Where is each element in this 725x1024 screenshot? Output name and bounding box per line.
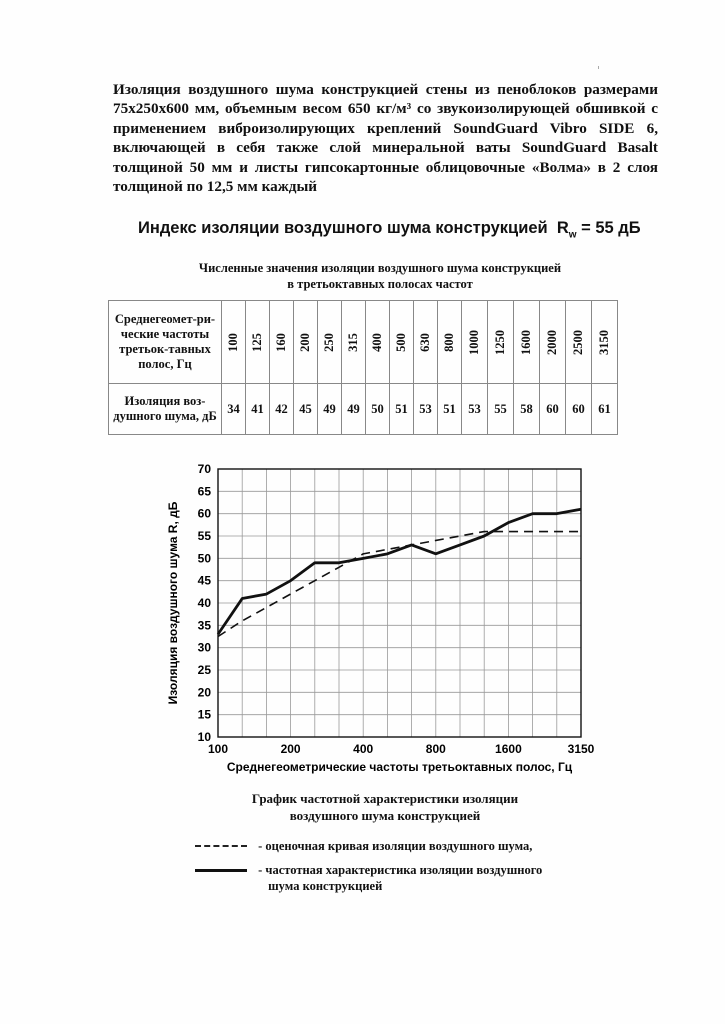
y-tick-label: 25	[197, 663, 211, 677]
y-tick-label: 30	[197, 640, 211, 655]
graph-caption-line2: воздушного шума конструкцией	[289, 808, 481, 823]
frequency-cell	[488, 301, 514, 384]
table-caption-line1: Численные значения изоляции воздушного шума конструкцией	[198, 261, 562, 275]
isolation-value: 51	[438, 384, 462, 435]
frequency-value: 1000	[467, 329, 481, 355]
frequency-header: Среднегеомет-ри-ческие частоты третьок-тавных полос, Гц	[109, 301, 222, 384]
frequency-value: 630	[418, 332, 432, 352]
isolation-value: 45	[294, 384, 318, 435]
isolation-value: 53	[414, 384, 438, 435]
frequency-cell	[294, 301, 318, 384]
estimated-curve-line	[218, 532, 581, 637]
isolation-table	[108, 300, 618, 435]
index-value: = 55 дБ	[581, 219, 641, 237]
table-caption-line2: в третьоктавных полосах частот	[287, 277, 473, 291]
y-tick-label: 60	[197, 506, 211, 521]
frequency-value: 800	[442, 332, 456, 352]
frequency-cell	[592, 301, 618, 384]
isolation-value: 61	[592, 384, 618, 435]
frequency-value: 3150	[597, 329, 611, 355]
isolation-chart	[160, 455, 600, 785]
y-tick-label: 45	[197, 573, 211, 588]
frequency-cell	[462, 301, 488, 384]
legend-dashed-swatch	[195, 845, 247, 847]
isolation-value: 55	[488, 384, 514, 435]
legend-solid-swatch	[195, 869, 247, 872]
frequency-cell	[246, 301, 270, 384]
frequency-cell	[318, 301, 342, 384]
frequency-cell	[270, 301, 294, 384]
y-tick-label: 10	[197, 730, 211, 744]
isolation-value: 51	[390, 384, 414, 435]
frequency-value: 200	[298, 332, 312, 352]
frequency-cell	[540, 301, 566, 384]
x-tick-label: 100	[207, 742, 229, 756]
x-tick-label: 200	[280, 742, 301, 756]
index-subscript: w	[568, 229, 577, 241]
y-tick-label: 65	[197, 484, 211, 499]
frequency-cell	[222, 301, 246, 384]
frequency-cell	[390, 301, 414, 384]
graph-caption-line1: График частотной характеристики изоляции	[251, 791, 519, 806]
isolation-value: 41	[246, 384, 270, 435]
scan-speck	[598, 66, 599, 69]
frequency-value: 315	[346, 332, 360, 352]
frequency-value: 250	[322, 332, 336, 352]
frequency-value: 125	[250, 332, 264, 352]
frequency-value: 2000	[545, 329, 559, 355]
frequency-cell	[366, 301, 390, 384]
isolation-value: 49	[318, 384, 342, 435]
x-tick-label: 800	[425, 742, 446, 756]
frequency-value: 1250	[493, 329, 507, 355]
isolation-value: 60	[566, 384, 592, 435]
frequency-cell	[342, 301, 366, 384]
isolation-value: 42	[270, 384, 294, 435]
y-tick-label: 70	[197, 462, 211, 476]
frequency-value: 100	[226, 332, 240, 352]
legend-dashed	[195, 838, 532, 854]
x-tick-label: 1600	[495, 742, 522, 756]
frequency-value: 1600	[519, 329, 533, 355]
isolation-value: 49	[342, 384, 366, 435]
isolation-value: 60	[540, 384, 566, 435]
legend-solid	[195, 862, 542, 894]
isolation-value: 50	[366, 384, 390, 435]
x-tick-label: 400	[353, 742, 374, 756]
y-tick-label: 35	[197, 618, 211, 633]
isolation-row	[109, 384, 618, 435]
y-tick-label: 40	[197, 596, 211, 610]
legend-dashed-text: - оценочная кривая изоляции воздушного шума,	[258, 839, 533, 853]
frequency-response-line	[218, 509, 581, 634]
intro-paragraph: Изоляция воздушного шума конструкцией стены из пеноблоков размерами 75х250х600 мм, объемным весом 650 кг/м³ со звукоизолирующей обшивкой с применением виброизолирующих креплений SoundGuard Vibro SIDE 6, включающей в себя также слой минеральной ваты SoundGuard Basalt толщиной 50 мм и листы гипсокартонные облицовочные «Волма» в 2 слоя толщиной по 12,5 мм каждый	[113, 81, 658, 196]
legend-solid-text-line1: - частотная характеристика изоляции воздушного	[258, 863, 543, 877]
frequency-cell	[414, 301, 438, 384]
isolation-value: 58	[514, 384, 540, 435]
frequency-cell	[566, 301, 592, 384]
legend-solid-text-line2: шума конструкцией	[268, 879, 383, 893]
graph-caption	[220, 790, 550, 824]
y-tick-label: 50	[197, 551, 211, 566]
x-axis-label: Среднегеометрические частоты третьоктавных полос, Гц	[226, 760, 573, 774]
frequency-value: 400	[370, 332, 384, 352]
frequency-value: 2500	[571, 329, 585, 355]
x-tick-label: 3150	[567, 742, 595, 756]
table-caption	[170, 260, 590, 292]
frequency-cell	[514, 301, 540, 384]
y-tick-label: 15	[197, 707, 211, 722]
isolation-header: Изоляция воз-душного шума, дБ	[109, 384, 222, 435]
frequency-row	[109, 301, 618, 384]
index-symbol: R	[556, 219, 569, 237]
isolation-value: 34	[222, 384, 246, 435]
y-axis-label: Изоляция воздушного шума R, дБ	[166, 501, 180, 705]
index-title	[138, 219, 658, 240]
y-tick-label: 55	[197, 529, 211, 543]
isolation-value: 53	[462, 384, 488, 435]
frequency-cell	[438, 301, 462, 384]
index-label: Индекс изоляции воздушного шума конструкцией	[138, 219, 548, 237]
y-tick-label: 20	[197, 685, 211, 700]
frequency-value: 500	[394, 332, 408, 352]
frequency-value: 160	[274, 332, 288, 352]
